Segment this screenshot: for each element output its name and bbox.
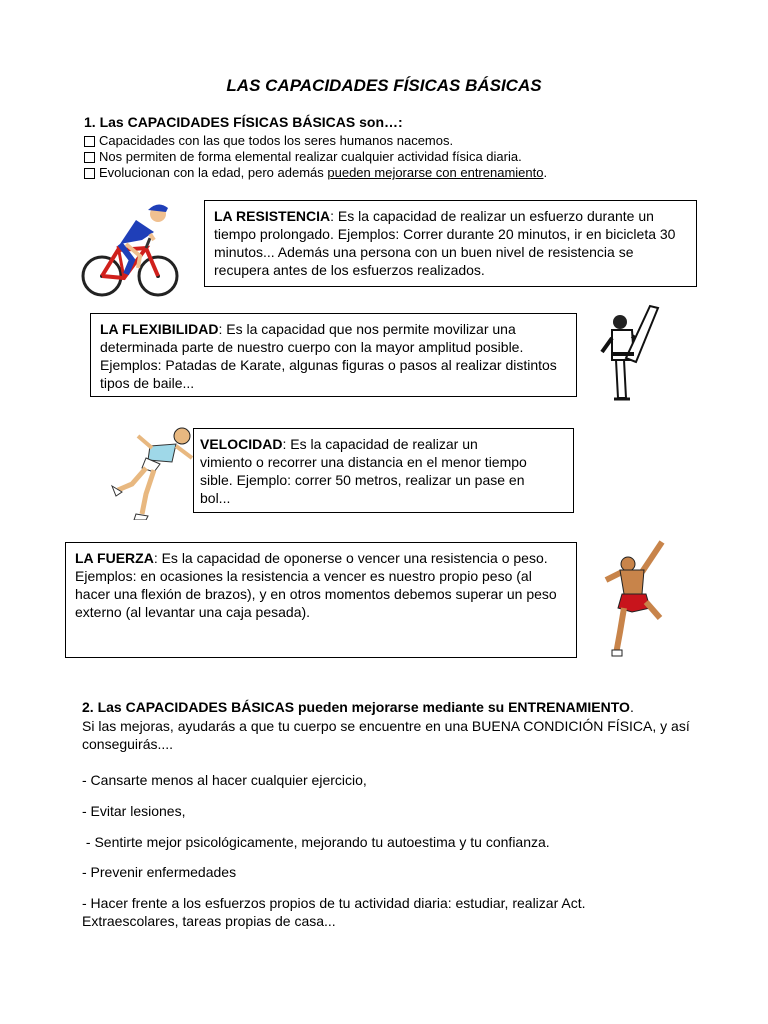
resistencia-term: LA RESISTENCIA xyxy=(214,208,331,224)
flexibilidad-text: : Es la capacidad que nos permite movilizar una determinada parte de nuestro cuerpo con la mayor amplitud posible. Ejemplos: Patadas de Karate, algunas figuras o pasos al realizar distintos tipos de baile... xyxy=(100,321,557,391)
fuerza-box xyxy=(65,542,577,658)
benefit-item: - Evitar lesiones, xyxy=(82,803,186,819)
section2-heading xyxy=(82,698,722,716)
section2-intro: Si las mejoras, ayudarás a que tu cuerpo se encuentre en una BUENA CONDICIÓN FÍSICA, y así conseguirás.... xyxy=(82,718,690,752)
velocidad-line: vimiento o recorrer una distancia en el menor tiempo xyxy=(200,454,527,470)
resistencia-box xyxy=(204,200,697,287)
benefit-item: - Hacer frente a los esfuerzos propios de tu actividad diaria: estudiar, realizar Act. Extraescolares, tareas propias de casa... xyxy=(82,895,586,929)
flexibilidad-box xyxy=(90,313,577,397)
section2-heading-end: . xyxy=(629,699,634,715)
velocidad-line: bol... xyxy=(200,490,231,506)
velocidad-line: sible. Ejemplo: correr 50 metros, realizar un pase en xyxy=(200,472,525,488)
fuerza-term: LA FUERZA xyxy=(75,550,154,566)
cyclist-illustration xyxy=(80,198,180,300)
checkbox-icon xyxy=(84,152,95,163)
benefit-item: - Prevenir enfermedades xyxy=(82,864,237,880)
bullet-text: Evolucionan con la edad, pero además xyxy=(99,165,324,180)
fuerza-text: : Es la capacidad de oponerse o vencer una resistencia o peso. Ejemplos: en ocasiones la resistencia a vencer es nuestro propio peso (al hacer una flexión de brazos), y en otros momentos debemos superar un peso externo (al levantar una caja pesada). xyxy=(75,550,557,620)
velocidad-term: VELOCIDAD xyxy=(200,436,283,452)
flexibilidad-term: LA FLEXIBILIDAD xyxy=(100,321,219,337)
section1-heading: 1. Las CAPACIDADES FÍSICAS BÁSICAS son…: xyxy=(84,114,403,130)
bullet-item xyxy=(84,165,547,181)
bullet-item xyxy=(84,149,547,165)
karate-illustration xyxy=(598,300,664,404)
page-title: LAS CAPACIDADES FÍSICAS BÁSICAS xyxy=(226,76,542,95)
benefit-item: - Sentirte mejor psicológicamente, mejorando tu autoestima y tu confianza. xyxy=(82,834,550,850)
bullet-item xyxy=(84,133,547,149)
strength-illustration xyxy=(598,538,672,658)
bullet-underlined-text: pueden mejorarse con entrenamiento xyxy=(327,165,544,180)
bullet-text: Nos permiten de forma elemental realizar cualquier actividad física diaria. xyxy=(99,149,522,164)
resistencia-text: : Es la capacidad de realizar un esfuerzo durante un tiempo prolongado. Ejemplos: Correr durante 20 minutos, ir en bicicleta 30 minutos... Además una persona con un buen nivel de resistencia se recupera antes de los esfuerzos realizados. xyxy=(214,208,676,278)
runner-illustration xyxy=(102,424,196,520)
velocidad-box xyxy=(193,428,574,513)
benefit-item: - Cansarte menos al hacer cualquier ejercicio, xyxy=(82,772,367,788)
bullet-end: . xyxy=(543,165,548,180)
section2-heading-bold: 2. Las CAPACIDADES BÁSICAS pueden mejorarse mediante su ENTRENAMIENTO xyxy=(82,699,630,715)
checkbox-icon xyxy=(84,136,95,147)
section1-bullet-list xyxy=(84,133,547,181)
checkbox-icon xyxy=(84,168,95,179)
bullet-text: Capacidades con las que todos los seres humanos nacemos. xyxy=(99,133,454,148)
velocidad-text: : Es la capacidad de realizar un xyxy=(282,436,478,452)
